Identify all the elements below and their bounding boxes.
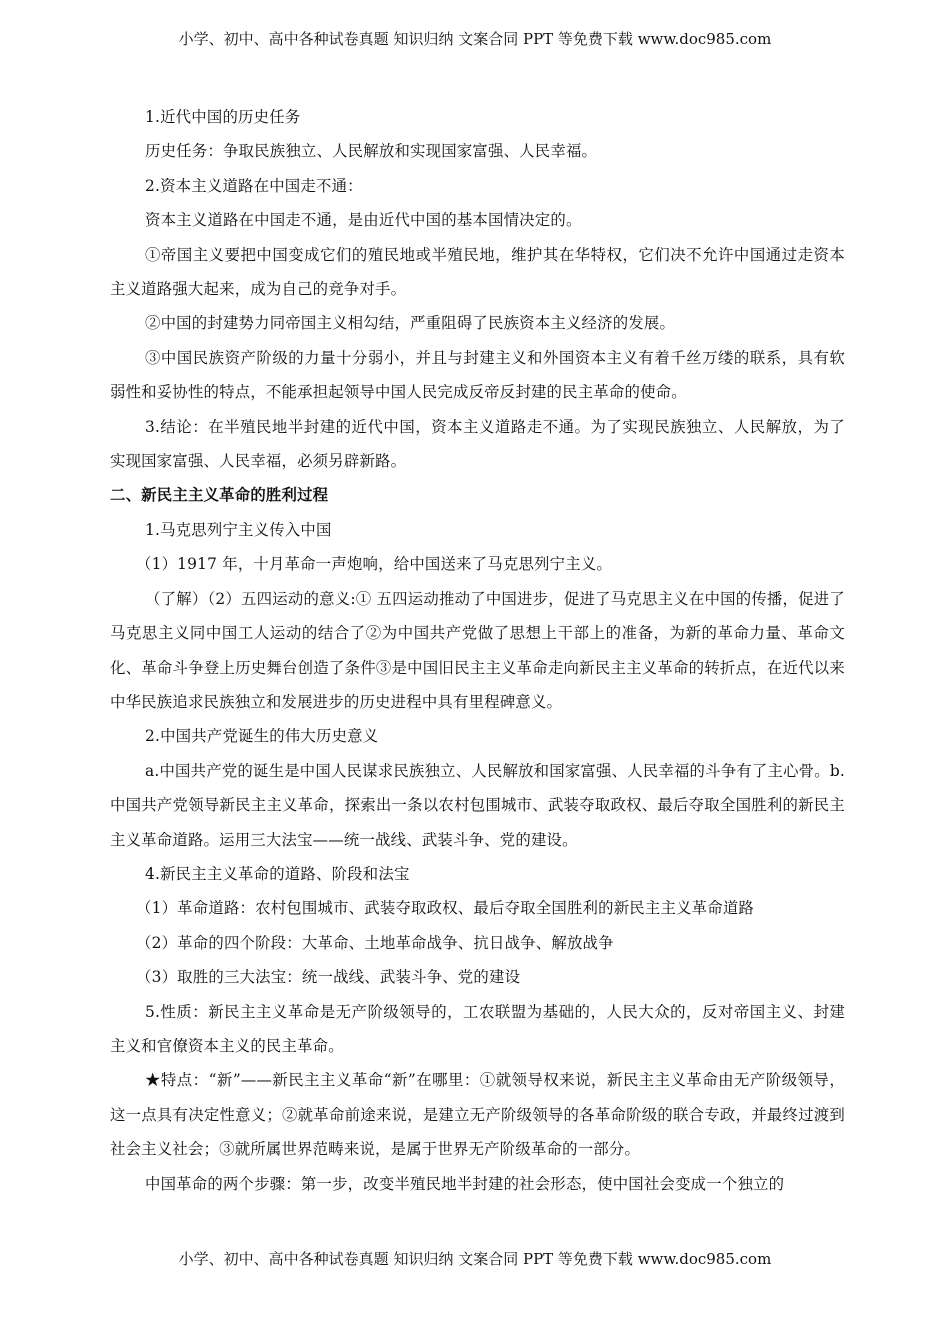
- paragraph-8: 3.结论：在半殖民地半封建的近代中国，资本主义道路走不通。为了实现民族独立、人民解放，为了实现国家富强、人民幸福，必须另辟新路。: [110, 417, 845, 471]
- page-footer: 小学、初中、高中各种试卷真题 知识归纳 文案合同 PPT 等免费下载 www.doc985.com: [178, 1250, 772, 1268]
- paragraph-12: 2.中国共产党诞生的伟大历史意义: [145, 727, 379, 746]
- paragraph-15: （1）革命道路：农村包围城市、武装夺取政权、最后夺取全国胜利的新民主主义革命道路: [136, 899, 755, 918]
- paragraph-18: 5.性质：新民主主义革命是无产阶级领导的，工农联盟为基础的，人民大众的，反对帝国主义、封建主义和官僚资本主义的民主革命。: [110, 1002, 845, 1055]
- paragraph-19: ★特点：“新”——新民主主义革命“新”在哪里：①就领导权来说，新民主主义革命由无产阶级领导，这一点具有决定性意义；②就革命前途来说，是建立无产阶级领导的各革命阶级的联合专政，并最终过渡到社会主义社会；③就所属世界范畴来说，是属于世界无产阶级革命的一部分。: [110, 1071, 845, 1159]
- paragraph-4: 资本主义道路在中国走不通，是由近代中国的基本国情决定的。: [145, 211, 582, 230]
- paragraph-16: （2）革命的四个阶段：大革命、土地革命战争、抗日战争、解放战争: [136, 933, 614, 952]
- page-header: 小学、初中、高中各种试卷真题 知识归纳 文案合同 PPT 等免费下载 www.doc985.com: [178, 30, 772, 48]
- paragraph-20: 中国革命的两个步骤：第一步，改变半殖民地半封建的社会形态，使中国社会变成一个独立的: [145, 1174, 785, 1193]
- paragraph-14: 4.新民主主义革命的道路、阶段和法宝: [145, 864, 410, 883]
- paragraph-9: 1.马克思列宁主义传入中国: [145, 520, 332, 539]
- paragraph-10: （1）1917 年，十月革命一声炮响，给中国送来了马克思列宁主义。: [136, 555, 612, 574]
- paragraph-11: （了解）（2）五四运动的意义:① 五四运动推动了中国进步，促进了马克思主义在中国的传播，促进了马克思主义同中国工人运动的结合了②为中国共产党做了思想上干部上的准备，为新的革命力量、革命文化、革命斗争登上历史舞台创造了条件③是中国旧民主主义革命走向新民主主义革命的转折点，在近代以来中华民族追求民族独立和发展进步的历史进程中具有里程碑意义。: [110, 589, 845, 711]
- paragraph-3: 2.资本主义道路在中国走不通：: [145, 176, 363, 195]
- paragraph-6: ②中国的封建势力同帝国主义相勾结，严重阻碍了民族资本主义经济的发展。: [145, 314, 676, 333]
- paragraph-17: （3）取胜的三大法宝：统一战线、武装斗争、党的建设: [136, 968, 521, 987]
- paragraph-5: ①帝国主义要把中国变成它们的殖民地或半殖民地，维护其在华特权，它们决不允许中国通过走资本主义道路强大起来，成为自己的竞争对手。: [110, 245, 845, 299]
- document-body: [110, 100, 845, 1201]
- paragraph-2: 历史任务：争取民族独立、人民解放和实现国家富强、人民幸福。: [145, 142, 598, 161]
- paragraph-13: a.中国共产党的诞生是中国人民谋求民族独立、人民解放和国家富强、人民幸福的斗争有了主心骨。b.中国共产党领导新民主主义革命，探索出一条以农村包围城市、武装夺取政权、最后夺取全国胜利的新民主主义革命道路。运用三大法宝——统一战线、武装斗争、党的建设。: [110, 761, 846, 849]
- paragraph-1: 1.近代中国的历史任务: [145, 108, 301, 126]
- paragraph-7: ③中国民族资产阶级的力量十分弱小，并且与封建主义和外国资本主义有着千丝万缕的联系，具有软弱性和妥协性的特点，不能承担起领导中国人民完成反帝反封建的民主革命的使命。: [110, 348, 845, 402]
- section-heading: 二、新民主主义革命的胜利过程: [110, 486, 329, 505]
